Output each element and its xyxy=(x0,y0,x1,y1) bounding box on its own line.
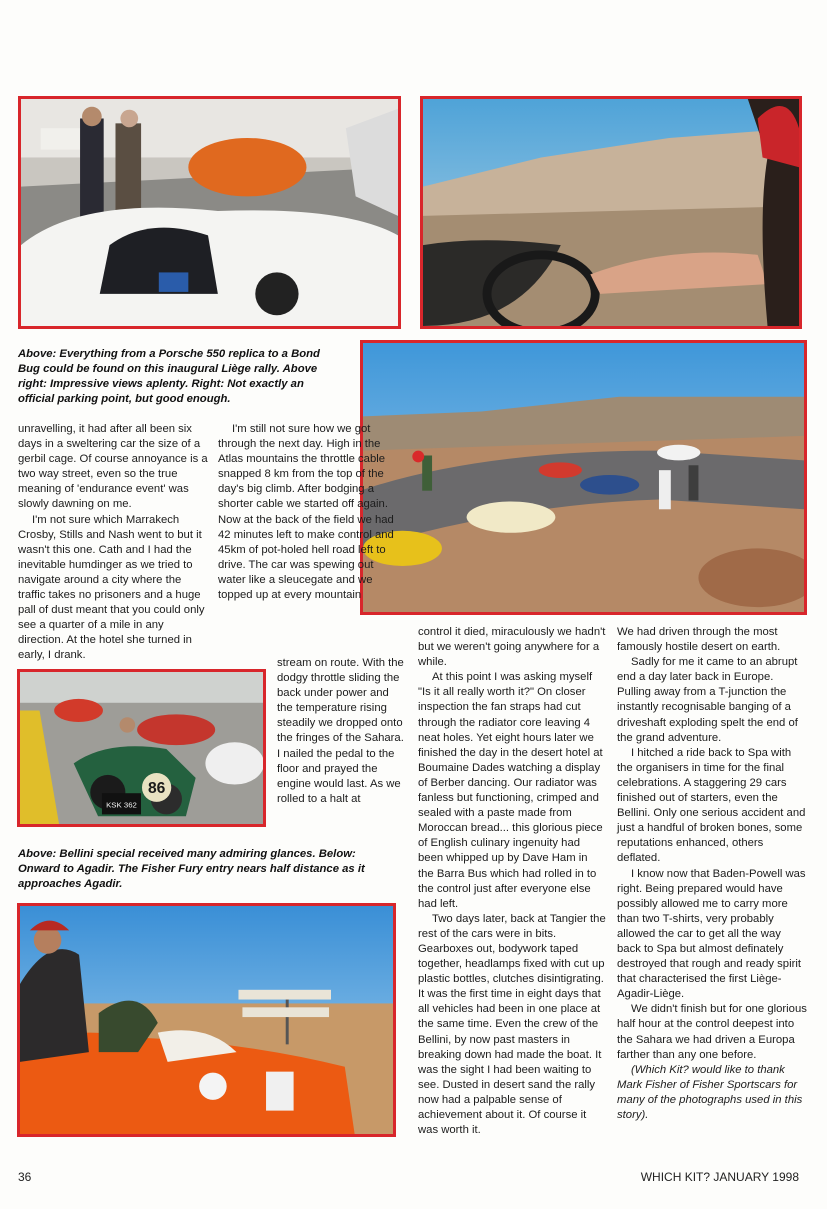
caption-top: Above: Everything from a Porsche 550 replica to a Bond Bug could be found on this inaugural Liège rally. Above right: Impressive views aplenty. Right: Not exactly an official parking point, but good enough. xyxy=(18,348,320,405)
body-column-4 xyxy=(617,625,807,1123)
column-1-paragraph: I'm not sure which Marrakech Crosby, Stills and Nash went to but it wasn't this one. Cath and I had the inevitable humdinger as we tried to navigate around a city where the traffic takes no prisoners and a huge pall of dust meant that you could only see a quarter of a mile in any direction. At the hotel she turned in early, I drank. xyxy=(18,513,205,662)
photo-fisher-fury xyxy=(17,903,396,1137)
photo-credit: (Which Kit? would like to thank Mark Fisher of Fisher Sportscars for many of the photographs used in this story). xyxy=(617,1063,803,1121)
column-3-paragraph: At this point I was asking myself "Is it all really worth it?" On closer inspection the fan straps had cut through the radiator core leaving 4 neat holes. Yet eight hours later we finished the day in the desert hotel at Boumaine Dades watching a display of Berber dancing. Our radiator was fanless but functioning, crimped and sealed with a paste made from Moroccan bread... this glorious piece of English culinary ingenuity had been whipped up by Dave Ham in the Barra Bus which had rolled in to the control just after everyone else had left. xyxy=(418,671,603,910)
column-4-paragraph: Sadly for me it came to an abrupt end a day later back in Europe. Pulling away from a T-junction the instantly recognisable banging of a driveshaft exploding spelt the end of the grand adventure. xyxy=(617,656,798,744)
caption-middle: Above: Bellini special received many admiring glances. Below: Onward to Agadir. The Fisher Fury entry nears half distance as it approaches Agadir. xyxy=(18,848,365,890)
column-4-paragraph: I know now that Baden-Powell was right. Being prepared would have possibly allowed me to carry more than two T-shirts, very probably allowed the car to get all the way back to Spa but almost definately destroyed that rough and ready spirit that characterised the first Liège-Agadir-Liège. xyxy=(617,867,806,1001)
body-column-1 xyxy=(18,422,208,664)
bellini-race-number: 86 xyxy=(147,780,166,798)
column-3-paragraph: control it died, miraculously we hadn't but we weren't going anywhere for a while. xyxy=(418,626,606,669)
body-column-3 xyxy=(418,625,606,1138)
column-2-paragraph: stream on route. With the dodgy throttle sliding the back under power and the temperature rising steadily we dropped onto the fringes of the Sahara. I nailed the pedal to the floor and prayed the engine would last. As we rolled to a halt at xyxy=(277,657,404,805)
column-3-paragraph: Two days later, back at Tangier the rest of the cars were in bits. Gearboxes out, bodywork taped together, headlamps fixed with cut up plastic bottles, clutches disintigrating. It was the first time in eight days that all vehicles had been in one place at the same time. Even the crew of the Bellini, by now past masters in breaking down had made the boat. It was the sight I had been waiting to see. Dusted in desert sand the rally now had a palpable sense of achievement about it. Of course it was worth it. xyxy=(418,912,606,1137)
column-4-paragraph: We didn't finish but for one glorious half hour at the control deepest into the Sahara we had driven a Europa farther than any one before. xyxy=(617,1003,807,1061)
column-4-paragraph: I hitched a ride back to Spa with the organisers in time for the final celebrations. A staggering 29 cars finished out of starters, even the Bellini. Only one serious accident and just a handful of broken bones, some reputations enhanced, others deflated. xyxy=(617,746,806,865)
photo-roadside-parking xyxy=(360,340,807,615)
photo-bellini-special xyxy=(17,669,266,827)
body-column-2-upper xyxy=(218,422,396,603)
page-number: 36 xyxy=(18,1170,32,1184)
magazine-issue: WHICH KIT? JANUARY 1998 xyxy=(640,1170,799,1184)
column-4-paragraph: We had driven through the most famously hostile desert on earth. xyxy=(617,626,781,654)
column-2-paragraph: I'm still not sure how we got through the next day. High in the Atlas mountains the throttle cable snapped 8 km from the top of the day's big climb. After bodging a shorter cable we started off again. Now at the back of the field we had 42 minutes left to make control and 45km of pot-holed hell road left to drive. The car was spewing out water like a sleucegate and we topped up at every mountain xyxy=(218,423,394,602)
body-column-2-lower xyxy=(277,656,405,807)
photo-atlas-views xyxy=(420,96,802,329)
bellini-plate: KSK 362 xyxy=(106,800,137,810)
photo-porsche-replica xyxy=(18,96,401,329)
column-1-paragraph: unravelling, it had after all been six days in a sweltering car the size of a gerbil cage. Of course annoyance is a two way street, even so the true meaning of 'endurance event' was slowly dawning on me. xyxy=(18,423,208,511)
